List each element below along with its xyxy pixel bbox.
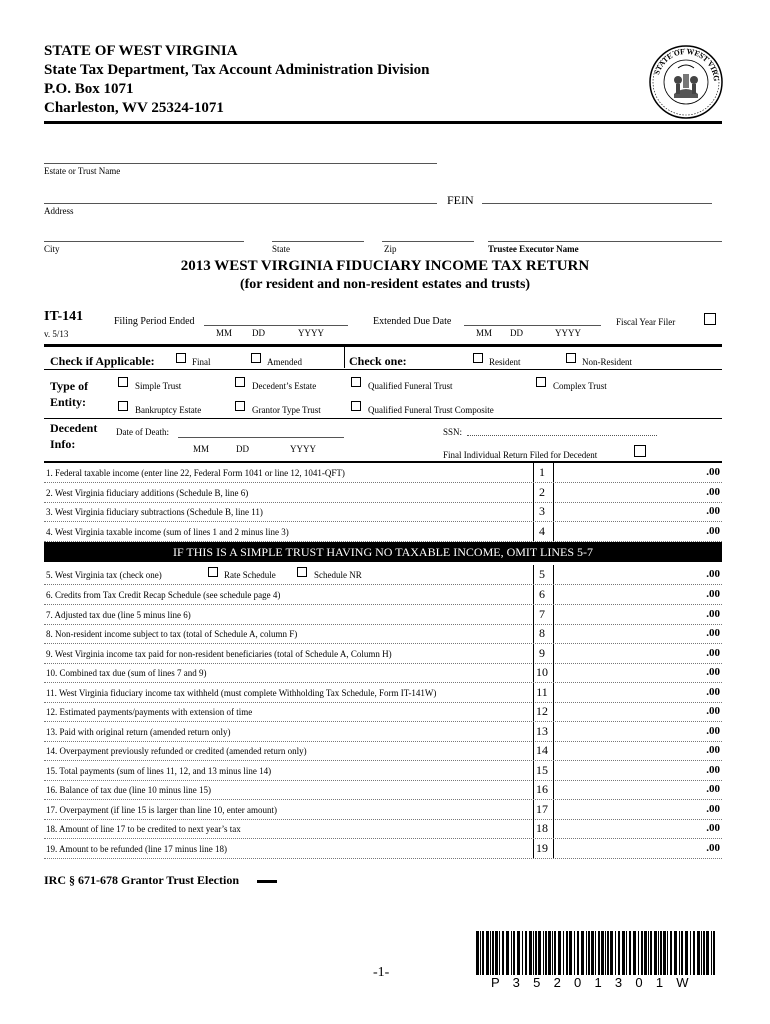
final-checkbox[interactable] xyxy=(176,353,186,363)
line-number: 4 xyxy=(539,523,545,538)
line-9-row xyxy=(44,644,722,664)
line-number: 1 xyxy=(539,465,545,479)
line-4-row xyxy=(44,522,722,542)
form-version: v. 5/13 xyxy=(44,329,69,339)
line-number: 18 xyxy=(536,821,548,835)
address-label: Address xyxy=(44,206,74,216)
line-number: 17 xyxy=(536,801,548,816)
grantor-checkbox[interactable] xyxy=(235,401,245,411)
ssn-label: SSN: xyxy=(443,427,463,437)
entity-label-2: Entity: xyxy=(50,395,86,409)
line-amount[interactable]: .00 xyxy=(706,783,720,795)
amended-label: Amended xyxy=(267,357,302,367)
line-desc: 17. Overpayment (if line 15 is larger than line 10, enter amount) xyxy=(46,804,278,815)
non-resident-label: Non-Resident xyxy=(582,357,632,367)
line-amount[interactable]: .00 xyxy=(706,763,720,776)
rate-schedule-label: Rate Schedule xyxy=(224,570,276,580)
fiscal-year-label: Fiscal Year Filer xyxy=(616,317,676,327)
line-1-row xyxy=(44,463,722,483)
resident-checkbox[interactable] xyxy=(473,353,483,363)
line-desc: 12. Estimated payments/payments with extension of time xyxy=(46,707,253,717)
line-number: 6 xyxy=(539,587,545,601)
line-amount[interactable]: .00 xyxy=(706,802,720,815)
seal-text: STATE OF WEST VIRG xyxy=(652,46,722,82)
extended-due-field[interactable] xyxy=(464,313,601,325)
line-13-row xyxy=(44,722,722,742)
decedent-estate-label: Decedent’s Estate xyxy=(252,381,317,391)
irc-election-label: IRC § 671-678 Grantor Trust Election xyxy=(44,873,239,887)
line-desc: 13. Paid with original return (amended return only) xyxy=(46,726,231,737)
qualified-funeral-checkbox[interactable] xyxy=(351,377,361,387)
dod-mm-label: MM xyxy=(193,444,210,454)
qft-composite-checkbox[interactable] xyxy=(351,401,361,411)
line-desc: 14. Overpayment previously refunded or credited (amended return only) xyxy=(46,746,307,756)
dod-label: Date of Death: xyxy=(116,427,169,437)
qft-composite-label: Qualified Funeral Trust Composite xyxy=(368,405,494,415)
line-5-row xyxy=(44,565,722,585)
line-amount[interactable]: .00 xyxy=(706,822,720,834)
fein-field[interactable] xyxy=(482,190,712,202)
line-desc: 8. Non-resident income subject to tax (total of Schedule A, column F) xyxy=(46,629,298,639)
line-desc: 2. West Virginia fiduciary additions (Schedule B, line 6) xyxy=(46,487,249,498)
barcode-text: P 3 5 2 0 1 3 0 1 W xyxy=(491,975,691,990)
bankruptcy-label: Bankruptcy Estate xyxy=(135,405,202,415)
line-desc: 6. Credits from Tax Credit Recap Schedule (see schedule page 4) xyxy=(46,590,281,600)
amended-checkbox[interactable] xyxy=(251,353,261,363)
decedent-label-2: Info: xyxy=(50,437,76,451)
form-title: 2013 WEST VIRGINIA FIDUCIARY INCOME TAX RETURN xyxy=(180,258,590,274)
line-number: 2 xyxy=(539,484,545,499)
simple-trust-label: Simple Trust xyxy=(135,381,182,391)
schedule-nr-label: Schedule NR xyxy=(314,570,362,580)
resident-label: Resident xyxy=(489,357,521,367)
line-desc: 11. West Virginia fiduciary income tax withheld (must complete Withholding Tax Schedule, Form IT-141W) xyxy=(46,687,437,698)
estate-name-label: Estate or Trust Name xyxy=(44,166,121,176)
fiscal-year-checkbox[interactable] xyxy=(704,313,716,325)
line-15-row xyxy=(44,761,722,781)
line-7-row xyxy=(44,605,722,625)
line-number: 15 xyxy=(536,762,548,777)
line-number: 19 xyxy=(536,840,548,855)
line-desc: 9. West Virginia income tax paid for non-resident beneficiaries (total of Schedule A, Column H) xyxy=(46,648,392,659)
line-number: 8 xyxy=(539,626,545,640)
line-amount[interactable]: .00 xyxy=(706,485,720,498)
bankruptcy-checkbox[interactable] xyxy=(118,401,128,411)
line-number: 9 xyxy=(539,645,545,660)
estate-name-field[interactable] xyxy=(44,150,437,162)
agency-division: State Tax Department, Tax Account Administration Division xyxy=(44,62,430,78)
agency-city: Charleston, WV 25324-1071 xyxy=(44,100,224,116)
line-2-row xyxy=(44,483,722,503)
simple-trust-banner: IF THIS IS A SIMPLE TRUST HAVING NO TAXABLE INCOME, OMIT LINES 5-7 xyxy=(44,542,722,562)
line-number: 13 xyxy=(536,723,548,738)
line-5-desc: 5. West Virginia tax (check one) xyxy=(46,570,162,580)
line-amount[interactable]: .00 xyxy=(706,685,720,698)
agency-name: STATE OF WEST VIRGINIA xyxy=(44,43,238,59)
decedent-label-1: Decedent xyxy=(50,421,98,435)
line-amount[interactable]: .00 xyxy=(706,466,720,478)
final-return-label: Final Individual Return Filed for Decedent xyxy=(443,450,598,460)
line-11-row xyxy=(44,683,722,703)
line-amount[interactable]: .00 xyxy=(706,627,720,639)
line-amount[interactable]: .00 xyxy=(706,646,720,659)
line-12-row xyxy=(44,702,722,722)
line-desc: 10. Combined tax due (sum of lines 7 and 9) xyxy=(46,668,207,678)
extended-due-label: Extended Due Date xyxy=(373,316,452,327)
line-16-row xyxy=(44,780,722,800)
ext-mm-label: MM xyxy=(476,328,493,338)
address-field[interactable] xyxy=(44,190,437,202)
line-10-row xyxy=(44,663,722,683)
dod-yyyy-label: YYYY xyxy=(290,444,316,454)
line-desc: 1. Federal taxable income (enter line 22, Federal Form 1041 or line 12, 1041-QFT) xyxy=(46,468,345,478)
line-amount[interactable]: .00 xyxy=(706,588,720,600)
city-label: City xyxy=(44,244,60,254)
line-number: 3 xyxy=(539,504,545,518)
complex-trust-checkbox[interactable] xyxy=(536,377,546,387)
simple-trust-checkbox[interactable] xyxy=(118,377,128,387)
line-desc: 15. Total payments (sum of lines 11, 12, and 13 minus line 14) xyxy=(46,765,272,776)
qualified-funeral-label: Qualified Funeral Trust xyxy=(368,381,453,391)
line-8-row xyxy=(44,624,722,644)
grantor-label: Grantor Type Trust xyxy=(252,405,321,415)
line-amount[interactable]: .00 xyxy=(706,841,720,854)
line-number: 5 xyxy=(539,567,545,581)
final-return-checkbox[interactable] xyxy=(634,445,646,457)
line-amount[interactable]: .00 xyxy=(706,724,720,737)
state-label: State xyxy=(272,244,290,254)
non-resident-checkbox[interactable] xyxy=(566,353,576,363)
line-6-row xyxy=(44,585,722,605)
irc-election-field[interactable] xyxy=(257,880,277,883)
dod-dd-label: DD xyxy=(236,444,249,454)
line-number: 11 xyxy=(536,684,548,699)
line-3-row xyxy=(44,502,722,522)
line-17-row xyxy=(44,800,722,820)
line-number: 12 xyxy=(536,704,548,718)
line-number: 10 xyxy=(536,665,548,679)
line-desc: 4. West Virginia taxable income (sum of lines 1 and 2 minus line 3) xyxy=(46,526,289,537)
check-applicable-label: Check if Applicable: xyxy=(50,354,155,368)
line-desc: 16. Balance of tax due (line 10 minus line 15) xyxy=(46,785,211,795)
line-amount[interactable]: .00 xyxy=(706,744,720,756)
filing-mm-label: MM xyxy=(216,328,233,338)
line-amount[interactable]: .00 xyxy=(706,666,720,678)
complex-trust-label: Complex Trust xyxy=(553,381,607,391)
fein-label: FEIN xyxy=(447,193,474,207)
schedule-nr-checkbox[interactable] xyxy=(297,567,307,577)
zip-label: Zip xyxy=(384,244,397,254)
line-number: 16 xyxy=(536,782,548,796)
trustee-label: Trustee Executor Name xyxy=(488,244,579,254)
filing-period-label: Filing Period Ended xyxy=(114,316,195,327)
line-18-row xyxy=(44,819,722,839)
line-number: 14 xyxy=(536,743,548,757)
line-amount[interactable]: .00 xyxy=(706,568,720,580)
line-desc: 7. Adjusted tax due (line 5 minus line 6) xyxy=(46,609,191,620)
dod-field[interactable] xyxy=(178,424,344,436)
line-amount[interactable]: .00 xyxy=(706,705,720,717)
line-number: 7 xyxy=(539,606,545,621)
ext-dd-label: DD xyxy=(510,328,523,338)
ext-yyyy-label: YYYY xyxy=(555,328,581,338)
rate-schedule-checkbox[interactable] xyxy=(208,567,218,577)
agency-pobox: P.O. Box 1071 xyxy=(44,81,134,97)
decedent-estate-checkbox[interactable] xyxy=(235,377,245,387)
line-desc: 3. West Virginia fiduciary subtractions (Schedule B, line 11) xyxy=(46,507,263,517)
line-amount[interactable]: .00 xyxy=(706,607,720,620)
ssn-field[interactable] xyxy=(467,423,657,435)
filing-yyyy-label: YYYY xyxy=(298,328,324,338)
final-label: Final xyxy=(192,357,211,367)
form-subtitle: (for resident and non-resident estates and trusts) xyxy=(239,277,531,292)
line-amount[interactable]: .00 xyxy=(706,524,720,537)
entity-label-1: Type of xyxy=(50,379,89,393)
line-amount[interactable]: .00 xyxy=(706,505,720,517)
line-19-row xyxy=(44,839,722,859)
filing-dd-label: DD xyxy=(252,328,265,338)
page-number: -1- xyxy=(373,965,390,980)
line-14-row xyxy=(44,741,722,761)
line-desc: 18. Amount of line 17 to be credited to next year’s tax xyxy=(46,824,241,834)
barcode-icon xyxy=(476,931,718,975)
form-id: IT-141 xyxy=(44,309,84,324)
check-one-label: Check one: xyxy=(349,354,407,368)
line-desc: 19. Amount to be refunded (line 17 minus line 18) xyxy=(46,843,227,854)
state-seal-icon xyxy=(648,44,724,120)
filing-period-field[interactable] xyxy=(204,313,348,325)
